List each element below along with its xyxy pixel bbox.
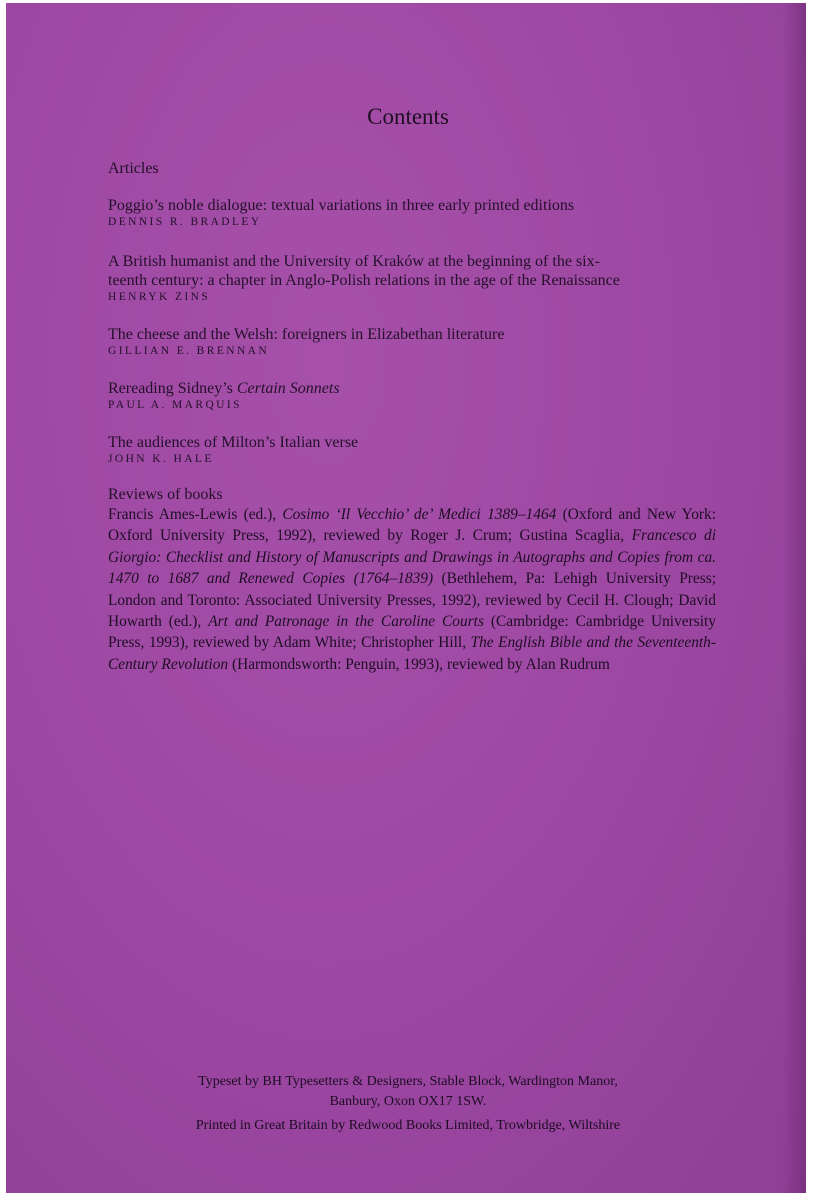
article-entry [108,433,716,465]
typesetter-line: Typeset by BH Typesetters & Designers, Stable Block, Wardington Manor, [198,1074,618,1089]
review-text: (Bethlehem, Pa: Lehigh University Press; London and Toronto: Associated University Presses, 1992), reviewed by Cecil H. Clough; David Howarth (ed.), [108,570,716,631]
review-text: (Oxford and New York: Oxford University Press, 1992), reviewed by Roger J. Crum; Gustina Scaglia, [108,506,716,545]
article-title [108,379,716,398]
reviews-paragraph [108,504,716,675]
cover-edge-shadow [782,3,806,1193]
articles-label: Articles [108,160,159,177]
article-author: GILLIAN E. BRENNAN [108,345,270,357]
book-title: Francesco di Giorgio: Checklist and History of Manuscripts and Drawings in Autographs and Copies from ca. 1470 to 1687 and Renewed Copies (1764–1839) [108,527,717,588]
article-title-italic: Certain Sonnets [236,380,340,397]
article-entry [108,325,716,357]
typesetter-line: Banbury, Oxon OX17 1SW. [329,1094,487,1109]
review-text: Francis Ames-Lewis (ed.), [108,506,283,523]
article-author: JOHN K. HALE [108,453,214,465]
review-text: (Cambridge: Cambridge University Press, 1993), reviewed by Adam White; Christopher Hill, [108,613,716,652]
book-title: Art and Patronage in the Caroline Courts [208,613,484,631]
article-title: Poggio’s noble dialogue: textual variations in three early printed editions [108,197,575,214]
article-author: DENNIS R. BRADLEY [108,216,262,228]
article-author: HENRYK ZINS [108,291,211,303]
review-text: (Harmondsworth: Penguin, 1993), reviewed by Alan Rudrum [228,655,610,673]
article-entry [108,196,716,228]
article-title-line: teenth century: a chapter in Anglo-Polish relations in the age of the Renaissance [108,272,620,289]
article-title: The audiences of Milton’s Italian verse [108,434,359,451]
reviews-label: Reviews of books [108,486,223,503]
page-title: Contents [367,104,449,129]
article-entry [108,252,716,303]
article-entry [108,379,716,411]
articles-section [108,160,716,178]
printer-credit: Printed in Great Britain by Redwood Books Limited, Trowbridge, Wiltshire [195,1118,621,1133]
book-title: Cosimo ‘Il Vecchio’ de’ Medici 1389–1464 [282,506,557,523]
typesetter-credit [0,1072,816,1112]
article-title-plain: Rereading Sidney’s [108,380,237,397]
article-title: The cheese and the Welsh: foreigners in Elizabethan literature [108,326,505,343]
reviews-section [108,486,716,675]
book-title: The English Bible and the Seventeenth-Century Revolution [108,634,716,673]
article-author: PAUL A. MARQUIS [108,399,242,411]
article-title-line: A British humanist and the University of Kraków at the beginning of the six- [108,253,600,270]
